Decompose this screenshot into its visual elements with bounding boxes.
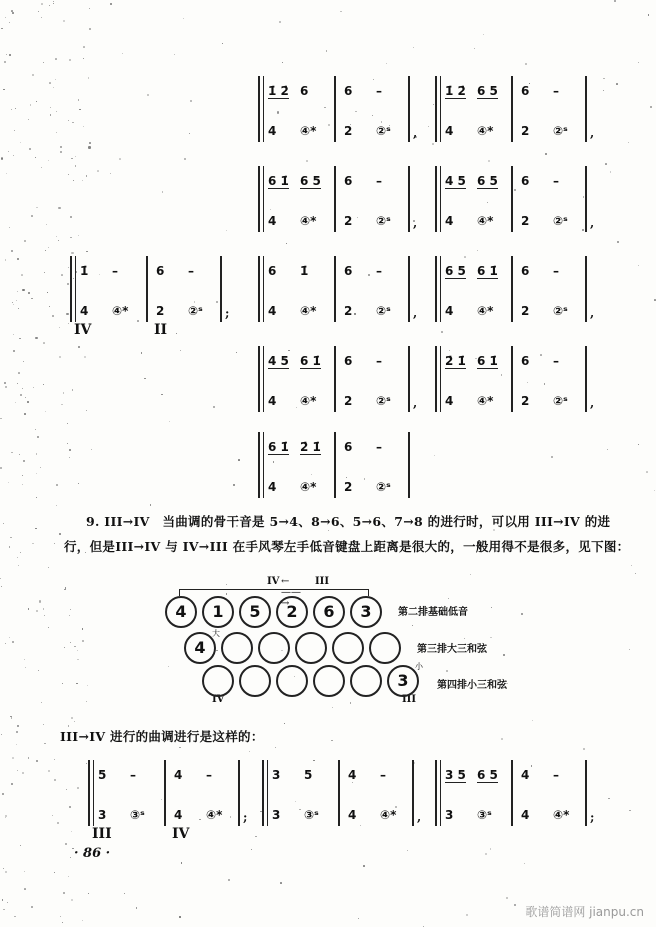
final-barline — [238, 760, 240, 826]
page-number: · 86 · — [74, 846, 111, 861]
final-barline — [408, 256, 410, 322]
bracket-line — [179, 589, 369, 596]
bass-key: 2 — [276, 596, 308, 628]
score-system — [435, 74, 595, 148]
top-note: – — [206, 768, 212, 782]
barline — [338, 760, 340, 826]
bass-note: ②ˢ — [376, 480, 391, 494]
system-brace — [258, 346, 264, 412]
bass-note: ②ˢ — [376, 124, 391, 138]
score-system — [262, 758, 422, 832]
top-note: 5 — [304, 768, 313, 782]
system-brace — [435, 166, 441, 232]
final-barline — [585, 76, 587, 142]
top-note: – — [380, 768, 386, 782]
top-note: – — [376, 84, 382, 98]
bass-note: ④* — [206, 808, 223, 822]
final-barline — [585, 346, 587, 412]
top-note: 1̇ 2̇ — [268, 84, 289, 98]
bass-note: 2 — [521, 214, 530, 228]
bottom-label-right: III — [402, 694, 417, 705]
double-arrow-icon: ←——→ — [281, 576, 301, 609]
system-brace — [88, 760, 94, 826]
bass-key: 4 — [184, 632, 216, 664]
final-barline — [412, 760, 414, 826]
bass-key — [313, 665, 345, 697]
bass-note: 2 — [156, 304, 165, 318]
score-system — [70, 254, 230, 338]
row1-label: 第二排基础低音 — [398, 607, 468, 618]
system-brace — [258, 432, 264, 498]
top-note: 6 — [344, 174, 353, 188]
bass-key — [276, 665, 308, 697]
top-note: 4 — [174, 768, 183, 782]
barline — [334, 166, 336, 232]
bass-note: 2 — [521, 304, 530, 318]
top-note: – — [130, 768, 136, 782]
bass-key — [221, 632, 253, 664]
bass-note: ④* — [477, 304, 494, 318]
bass-key — [295, 632, 327, 664]
barline — [164, 760, 166, 826]
score-system — [88, 758, 248, 842]
score-system — [258, 74, 418, 148]
watermark: 歌谱简谱网 jianpu.cn — [525, 905, 644, 919]
bass-note: 2 — [344, 394, 353, 408]
bass-note: ③ˢ — [130, 808, 145, 822]
top-note: 6 5 — [445, 264, 466, 278]
score-system — [435, 254, 595, 328]
chord-label: II — [154, 322, 168, 338]
top-note: 1̇ — [300, 264, 309, 278]
top-note: 6 — [521, 174, 530, 188]
chord-label: III — [92, 826, 112, 842]
bass-note: ③ˢ — [477, 808, 492, 822]
bass-note: ④* — [477, 124, 494, 138]
bass-key — [350, 665, 382, 697]
bass-note: ④* — [477, 394, 494, 408]
end-punctuation: , — [417, 810, 422, 824]
bass-note: 4 — [445, 124, 454, 138]
score-system — [258, 430, 410, 504]
end-punctuation: ; — [590, 810, 595, 824]
bass-note: ②ˢ — [188, 304, 203, 318]
bass-note: 2 — [344, 214, 353, 228]
bass-note: ②ˢ — [553, 304, 568, 318]
bass-key: 4 — [165, 596, 197, 628]
bass-key: 3 — [350, 596, 382, 628]
top-note: 6 — [521, 264, 530, 278]
top-note: 4 — [521, 768, 530, 782]
bass-note: 2 — [344, 304, 353, 318]
top-note: 6 1̇ — [268, 440, 289, 454]
top-note: 4 — [348, 768, 357, 782]
bass-note: ②ˢ — [553, 394, 568, 408]
row3-label: 第四排小三和弦 — [437, 680, 507, 691]
score-system — [258, 164, 418, 238]
bass-note: 4 — [174, 808, 183, 822]
top-note: 2̇ 1̇ — [445, 354, 466, 368]
bass-note: ④* — [112, 304, 129, 318]
barline — [511, 256, 513, 322]
bass-note: 2 — [344, 124, 353, 138]
bass-note: ②ˢ — [376, 214, 391, 228]
top-note: – — [553, 174, 559, 188]
paragraph-line-2: 行，但是III→IV 与 IV→III 在手风琴左手低音键盘上距离是很大的，一般用得不是很多，见下图： — [64, 539, 630, 554]
end-punctuation: , — [590, 216, 595, 230]
key-superscript: 小 — [415, 662, 423, 671]
chord-label: IV — [74, 322, 92, 338]
final-barline — [408, 76, 410, 142]
top-note: 1̇ 2̇ — [445, 84, 466, 98]
row2-label: 第三排大三和弦 — [417, 644, 487, 655]
top-note: 6 1̇ — [477, 264, 498, 278]
paragraph-line-1: 9. III→IV 当曲调的骨干音是 5→4、8→6、5→6、7→8 的进行时，可以用 III→IV 的进 — [86, 514, 611, 529]
top-note: 6 — [344, 264, 353, 278]
final-barline — [408, 432, 410, 498]
barline — [511, 760, 513, 826]
bass-note: ④* — [300, 480, 317, 494]
system-brace — [258, 256, 264, 322]
bass-note: ②ˢ — [376, 304, 391, 318]
final-barline — [585, 256, 587, 322]
final-barline — [408, 346, 410, 412]
top-note: 6 — [156, 264, 165, 278]
top-note: 6 5 — [477, 768, 498, 782]
end-punctuation: , — [590, 396, 595, 410]
bass-note: ④* — [380, 808, 397, 822]
key-superscript: 大 — [212, 629, 220, 638]
top-note: 6 1̇ — [268, 174, 289, 188]
bass-note: 4 — [268, 394, 277, 408]
barline — [511, 166, 513, 232]
bass-note: 4 — [445, 304, 454, 318]
bass-note: ②ˢ — [553, 214, 568, 228]
end-punctuation: , — [413, 216, 418, 230]
end-punctuation: , — [590, 126, 595, 140]
barline — [334, 256, 336, 322]
intro-text: III→IV 进行的曲调进行是这样的： — [60, 729, 264, 744]
chord-label: IV — [172, 826, 190, 842]
end-punctuation: , — [590, 306, 595, 320]
top-note: – — [376, 174, 382, 188]
top-note: – — [553, 264, 559, 278]
bass-note: 3 — [445, 808, 454, 822]
bass-note: ④* — [553, 808, 570, 822]
bass-key — [258, 632, 290, 664]
bass-note: ④* — [477, 214, 494, 228]
system-brace — [262, 760, 268, 826]
bass-note: ②ˢ — [376, 394, 391, 408]
top-note: 6 5 — [477, 84, 498, 98]
end-punctuation: , — [413, 306, 418, 320]
system-brace — [258, 166, 264, 232]
final-barline — [585, 760, 587, 826]
bass-note: 2 — [344, 480, 353, 494]
bass-key: 6 — [313, 596, 345, 628]
top-note: 6 — [344, 354, 353, 368]
barline — [511, 76, 513, 142]
bass-note: 4 — [268, 214, 277, 228]
end-punctuation: ; — [243, 810, 248, 824]
system-brace — [258, 76, 264, 142]
score-system — [435, 758, 595, 832]
end-punctuation: , — [413, 126, 418, 140]
bass-note: ④* — [300, 124, 317, 138]
top-note: 6 — [344, 440, 353, 454]
top-note: 2̇ 1̇ — [300, 440, 321, 454]
bass-note: 4 — [521, 808, 530, 822]
bass-key — [202, 665, 234, 697]
barline — [334, 346, 336, 412]
system-brace — [70, 256, 76, 322]
top-note: 6 — [268, 264, 277, 278]
top-note: 4 5 — [445, 174, 466, 188]
score-system — [435, 164, 595, 238]
top-note: 6 1̇ — [300, 354, 321, 368]
top-note: 6 — [521, 354, 530, 368]
top-note: – — [553, 768, 559, 782]
top-note: 5 — [98, 768, 107, 782]
bass-key — [332, 632, 364, 664]
barline — [146, 256, 148, 322]
top-note: 1̇ — [80, 264, 89, 278]
top-note: 3 — [272, 768, 281, 782]
bass-note: ③ˢ — [304, 808, 319, 822]
top-note: 3 5 — [445, 768, 466, 782]
bottom-label-left: IV — [212, 694, 225, 705]
bass-note: 4 — [445, 214, 454, 228]
top-note: – — [112, 264, 118, 278]
bass-note: 4 — [268, 124, 277, 138]
top-note: 6 1̇ — [477, 354, 498, 368]
system-brace — [435, 256, 441, 322]
bass-note: 4 — [445, 394, 454, 408]
top-note: – — [553, 84, 559, 98]
end-punctuation: ; — [225, 306, 230, 320]
bass-note: 3 — [272, 808, 281, 822]
bass-note: 4 — [80, 304, 89, 318]
barline — [334, 432, 336, 498]
bass-note: ④* — [300, 214, 317, 228]
bass-key — [239, 665, 271, 697]
arrow-label-right: III — [315, 576, 330, 587]
final-barline — [585, 166, 587, 232]
bass-note: 2 — [521, 394, 530, 408]
barline — [511, 346, 513, 412]
top-note: 4 5 — [268, 354, 289, 368]
top-note: 6 5 — [477, 174, 498, 188]
top-note: – — [376, 264, 382, 278]
bass-note: 4 — [268, 480, 277, 494]
bass-note: ④* — [300, 394, 317, 408]
bass-note: ②ˢ — [553, 124, 568, 138]
bass-key: 5 — [239, 596, 271, 628]
top-note: – — [376, 440, 382, 454]
score-system — [258, 344, 418, 418]
top-note: 6 — [344, 84, 353, 98]
bass-note: 2 — [521, 124, 530, 138]
bass-note: 4 — [348, 808, 357, 822]
barline — [334, 76, 336, 142]
top-note: – — [188, 264, 194, 278]
system-brace — [435, 76, 441, 142]
system-brace — [435, 346, 441, 412]
arrow-label-left: IV — [267, 576, 280, 587]
bass-key: 3 — [387, 665, 419, 697]
system-brace — [435, 760, 441, 826]
bass-key: 1 — [202, 596, 234, 628]
bass-note: ④* — [300, 304, 317, 318]
score-system — [435, 344, 595, 418]
top-note: 6 — [300, 84, 309, 98]
top-note: 6 — [521, 84, 530, 98]
top-note: – — [376, 354, 382, 368]
bass-note: 4 — [268, 304, 277, 318]
top-note: – — [553, 354, 559, 368]
top-note: 6 5 — [300, 174, 321, 188]
score-system — [258, 254, 418, 328]
final-barline — [408, 166, 410, 232]
bass-key — [369, 632, 401, 664]
final-barline — [220, 256, 222, 322]
end-punctuation: , — [413, 396, 418, 410]
bass-note: 3 — [98, 808, 107, 822]
